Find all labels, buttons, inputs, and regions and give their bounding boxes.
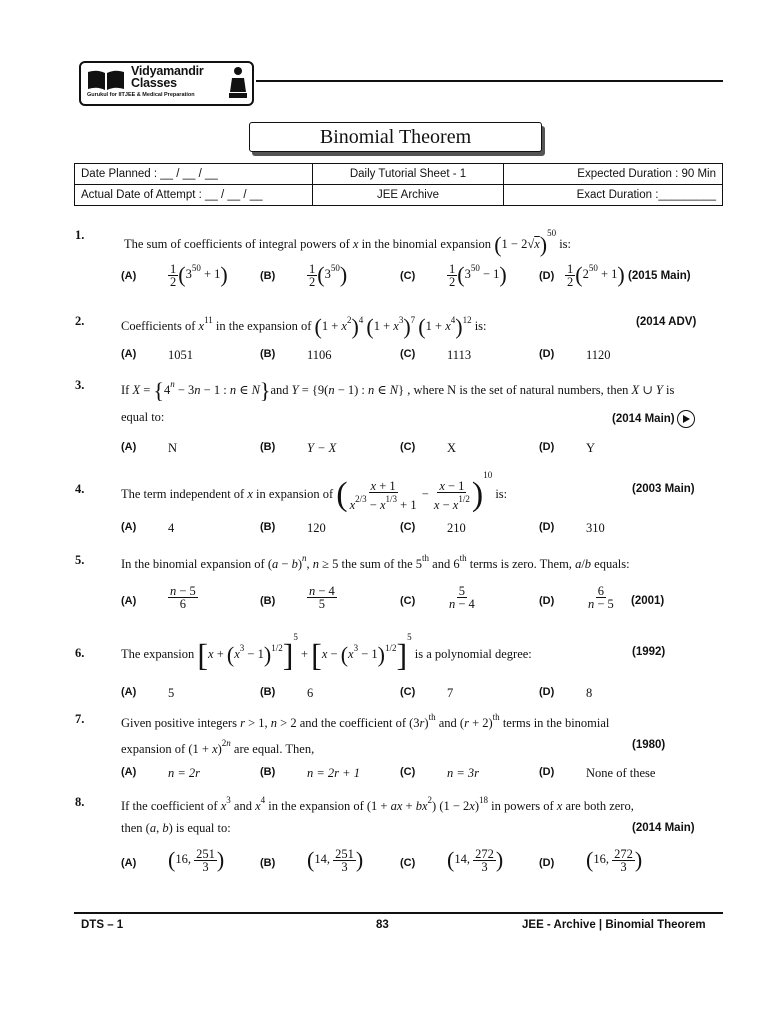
- option-label: (D): [539, 686, 555, 698]
- option-a: 1051: [168, 348, 193, 362]
- option-label: (A): [121, 348, 137, 360]
- option-label: (B): [260, 857, 276, 869]
- question-year: (2014 Main): [632, 822, 695, 834]
- question-number: 1.: [75, 228, 85, 242]
- option-label: (A): [121, 686, 137, 698]
- option-label: (A): [121, 766, 137, 778]
- actual-date: Actual Date of Attempt : __ / __ / __: [75, 185, 313, 206]
- question-text: Given positive integers r > 1, n > 2 and the coefficient of $(3r)^{th}$ and $(r + 2)^{th}$ terms in the binomial: [121, 712, 610, 730]
- logo-tagline: Gurukul for IITJEE & Medical Preparation: [87, 92, 195, 98]
- option-label: (C): [400, 521, 416, 533]
- option-a: $\frac{1}{2}$ $(3^{50} + 1)$: [170, 261, 228, 289]
- question-text-continued: then (a, b) is equal to:: [121, 821, 231, 835]
- option-a: 4: [168, 521, 175, 535]
- logo-name: Vidyamandir Classes: [131, 64, 204, 90]
- option-a: (16, $\frac{251}{3}$ ): [168, 846, 225, 874]
- question-text: The expansion $[x + (x^3 - 1)^{1/2}]^5 + [x - (x^3 - 1)^{1/2}]^5$ is a polynomial degree:: [121, 632, 532, 673]
- option-label: (C): [400, 270, 416, 282]
- question-number: 7.: [75, 712, 85, 726]
- option-d: $\frac{6}{n - 5}$: [588, 584, 614, 611]
- option-label: (B): [260, 595, 276, 607]
- question-year: (2014 ADV): [636, 316, 697, 328]
- sheet-name: Daily Tutorial Sheet - 1: [313, 164, 504, 185]
- question-number: 8.: [75, 795, 85, 809]
- option-d: 8: [586, 686, 593, 700]
- option-label: (B): [260, 766, 276, 778]
- question-text: If $X = \{4^n - 3n - 1$ : n ∈ N}and Y = {9(n − 1) : n ∈ N} , where N is the set of natural numbers, then X ∪ Y is: [121, 378, 675, 403]
- option-b: n = 2r + 1: [307, 766, 360, 780]
- option-a: N: [168, 441, 178, 455]
- question-text: In the binomial expansion of $(a - b)^n$, n ≥ 5 the sum of the 5th and 6th terms is zero. Them, a/b equals:: [121, 553, 630, 571]
- question-number: 2.: [75, 314, 85, 328]
- date-planned: Date Planned : __ / __ / __: [75, 164, 313, 185]
- option-label: (D): [539, 270, 555, 282]
- header-rule: [256, 80, 723, 82]
- option-label: (A): [121, 441, 137, 453]
- option-d: Y: [586, 441, 596, 455]
- expected-duration: Expected Duration : 90 Min: [504, 164, 723, 185]
- option-c: (14, $\frac{272}{3}$ ): [447, 846, 504, 874]
- option-b: 120: [307, 521, 326, 535]
- question-year: (1980): [632, 739, 666, 751]
- question-year: (2001): [631, 595, 665, 607]
- option-b: 1106: [307, 348, 332, 362]
- option-c: 7: [447, 686, 454, 700]
- option-label: (B): [260, 686, 276, 698]
- option-label: (D): [539, 766, 555, 778]
- option-c: X: [447, 441, 457, 455]
- question-text: If the coefficient of $x^3$ and $x^4$ in the expansion of (1 + ax + $bx^2$) $(1 - 2x)^{18}$ in powers of x are both zero,: [121, 795, 634, 813]
- option-label: (C): [400, 857, 416, 869]
- page-number: 83: [376, 919, 389, 931]
- option-c: 210: [447, 521, 466, 535]
- option-d: 1120: [586, 348, 611, 362]
- option-label: (D): [539, 521, 555, 533]
- footer-title: JEE - Archive | Binomial Theorem: [522, 919, 706, 931]
- play-icon[interactable]: [677, 410, 695, 428]
- option-d: (16, $\frac{272}{3}$ ): [586, 846, 643, 874]
- logo: [79, 61, 254, 106]
- option-label: (C): [400, 686, 416, 698]
- option-label: (C): [400, 766, 416, 778]
- option-b: $\frac{n - 4}{5}$: [309, 584, 335, 611]
- option-label: (B): [260, 270, 276, 282]
- option-c: 1113: [447, 348, 472, 362]
- option-label: (A): [121, 595, 137, 607]
- option-d: $\frac{1}{2}$ $(2^{50} + 1)$: [567, 261, 625, 289]
- footer-sheet-id: DTS – 1: [81, 919, 124, 931]
- question-text-continued: equal to:: [121, 410, 165, 424]
- option-label: (B): [260, 521, 276, 533]
- question-number: 6.: [75, 646, 85, 660]
- option-label: (D): [539, 595, 555, 607]
- option-c: n = 3r: [447, 766, 480, 780]
- option-b: $\frac{1}{2}$ $(3^{50})$: [309, 261, 348, 289]
- question-number: 3.: [75, 378, 85, 392]
- option-c: $\frac{1}{2}$ $(3^{50} - 1)$: [449, 261, 507, 289]
- page-title: Binomial Theorem: [249, 122, 542, 152]
- option-label: (A): [121, 521, 137, 533]
- option-a: 5: [168, 686, 175, 700]
- option-label: (D): [539, 348, 555, 360]
- option-a: n = 2r: [168, 766, 201, 780]
- option-a: $\frac{n - 5}{6}$: [170, 584, 196, 611]
- archive-label: JEE Archive: [313, 185, 504, 206]
- option-d: None of these: [586, 766, 656, 780]
- question-text: The sum of coefficients of integral powers of x in the binomial expansion $(1 - 2√x)^{50}$ is:: [124, 228, 572, 258]
- question-number: 5.: [75, 553, 85, 567]
- question-text: The term independent of x in expansion of ( $\frac{x + 1}{x^{2/3} - x^{1/3} + 1}$ − $\frac{x - 1}{x - x^{1/2}}$ )$^{10}$ is:: [121, 470, 508, 514]
- question-year: (2003 Main): [632, 483, 695, 495]
- option-label: (D): [539, 857, 555, 869]
- option-label: (A): [121, 270, 137, 282]
- question-text: Coefficients of $x^{11}$ in the expansion of $(1 + x^2)^4$ $(1 + x^3)^7$ $(1 + x^4)^{12}$ is:: [121, 314, 487, 339]
- option-d: 310: [586, 521, 605, 535]
- scholar-icon: [228, 66, 248, 100]
- option-label: (C): [400, 348, 416, 360]
- question-year: (2015 Main): [628, 270, 691, 282]
- question-text-continued: expansion of $(1 + x)^{2n}$ are equal. Then,: [121, 738, 315, 756]
- option-c: $\frac{5}{n - 4}$: [449, 584, 475, 611]
- question-year: (1992): [632, 646, 666, 658]
- info-table: [74, 163, 723, 206]
- option-label: (B): [260, 441, 276, 453]
- option-label: (A): [121, 857, 137, 869]
- question-year: (2014 Main): [612, 410, 695, 428]
- question-number: 4.: [75, 482, 85, 496]
- option-b: 6: [307, 686, 314, 700]
- option-label: (C): [400, 595, 416, 607]
- option-label: (C): [400, 441, 416, 453]
- book-icon: [87, 69, 125, 91]
- option-b: (14, $\frac{251}{3}$ ): [307, 846, 364, 874]
- exact-duration: Exact Duration :_________: [504, 185, 723, 206]
- option-label: (B): [260, 348, 276, 360]
- footer-rule: [74, 912, 723, 914]
- option-label: (D): [539, 441, 555, 453]
- option-b: Y − X: [307, 441, 337, 455]
